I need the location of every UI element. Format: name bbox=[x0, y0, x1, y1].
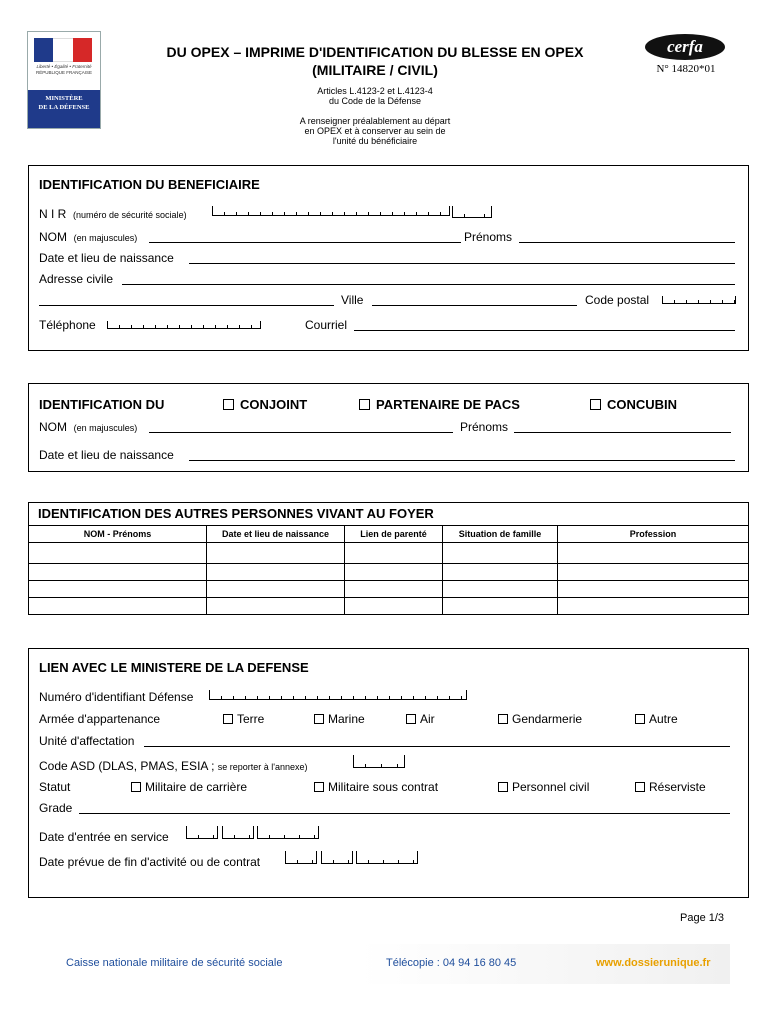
checkbox-icon[interactable] bbox=[359, 399, 370, 410]
col-header: Lien de parenté bbox=[345, 526, 443, 543]
asd-label: Code ASD (DLAS, PMAS, ESIA ; se reporter à l'annexe) bbox=[39, 759, 308, 773]
section-beneficiaire bbox=[28, 165, 749, 351]
adresse-input[interactable] bbox=[122, 284, 735, 285]
table-cell[interactable] bbox=[29, 564, 207, 581]
checkbox-icon[interactable] bbox=[498, 782, 508, 792]
adresse-line2-input[interactable] bbox=[39, 305, 334, 306]
flag-icon bbox=[34, 38, 92, 62]
identifiant-input-boxes[interactable] bbox=[209, 690, 467, 700]
section-title: IDENTIFICATION DU BENEFICIAIRE bbox=[39, 177, 260, 192]
table-cell[interactable] bbox=[29, 581, 207, 598]
section-lien-defense bbox=[28, 648, 749, 898]
table-cell[interactable] bbox=[558, 581, 749, 598]
ministry-banner bbox=[28, 90, 100, 128]
courriel-label: Courriel bbox=[305, 318, 348, 332]
telephone-input-boxes[interactable] bbox=[107, 321, 261, 329]
checkbox-icon[interactable] bbox=[635, 714, 645, 724]
conjoint-checkbox[interactable]: CONJOINT bbox=[223, 397, 307, 412]
footer-fax: Télécopie : 04 94 16 80 45 bbox=[386, 957, 517, 969]
conjoint-naissance-label: Date et lieu de naissance bbox=[39, 448, 174, 462]
prenoms-label: Prénoms bbox=[464, 230, 513, 244]
checkbox-icon[interactable] bbox=[590, 399, 601, 410]
table-cell[interactable] bbox=[443, 564, 558, 581]
armee-marine-checkbox[interactable]: Marine bbox=[314, 712, 365, 726]
conjoint-prenoms-input[interactable] bbox=[514, 432, 731, 433]
foyer-table bbox=[28, 502, 749, 615]
table-row bbox=[29, 543, 749, 564]
fin-activite-label: Date prévue de fin d'activité ou de contrat bbox=[39, 855, 261, 869]
page-number: Page 1/3 bbox=[680, 912, 725, 924]
foyer-title: IDENTIFICATION DES AUTRES PERSONNES VIVANT AU FOYER bbox=[38, 506, 434, 521]
code-postal-input-boxes[interactable] bbox=[662, 296, 736, 304]
statut-civil-checkbox[interactable]: Personnel civil bbox=[498, 780, 589, 794]
foyer-header-row bbox=[29, 526, 749, 543]
table-cell[interactable] bbox=[558, 543, 749, 564]
unite-label: Unité d'affectation bbox=[39, 734, 135, 748]
identifiant-label: Numéro d'identifiant Défense bbox=[39, 690, 194, 704]
logo-republic: RÉPUBLIQUE FRANÇAISE bbox=[35, 70, 92, 75]
col-header: Profession bbox=[558, 526, 749, 543]
ville-input[interactable] bbox=[372, 305, 577, 306]
nom-input[interactable] bbox=[149, 242, 461, 243]
naissance-label: Date et lieu de naissance bbox=[39, 251, 174, 265]
nir-input-boxes[interactable] bbox=[212, 206, 450, 216]
armee-autre-checkbox[interactable]: Autre bbox=[635, 712, 678, 726]
grade-input[interactable] bbox=[79, 813, 730, 814]
armee-air-checkbox[interactable]: Air bbox=[406, 712, 435, 726]
logo-motto: Liberté • Égalité • Fraternité bbox=[36, 64, 92, 69]
table-cell[interactable] bbox=[345, 564, 443, 581]
armee-terre-checkbox[interactable]: Terre bbox=[223, 712, 264, 726]
asd-input-boxes[interactable] bbox=[353, 755, 405, 768]
entree-year-boxes[interactable] bbox=[257, 826, 319, 839]
cerfa-number: N° 14820*01 bbox=[656, 63, 716, 75]
naissance-input[interactable] bbox=[189, 263, 735, 264]
table-cell[interactable] bbox=[345, 598, 443, 615]
section-title: IDENTIFICATION DU bbox=[39, 397, 165, 412]
table-row bbox=[29, 564, 749, 581]
statut-label: Statut bbox=[39, 780, 71, 794]
form-title-line1: DU OPEX – IMPRIME D'IDENTIFICATION DU BLESSE EN OPEX bbox=[166, 44, 584, 60]
cerfa-logo: cerfa bbox=[645, 34, 725, 60]
checkbox-icon[interactable] bbox=[131, 782, 141, 792]
col-header: NOM - Prénoms bbox=[29, 526, 207, 543]
checkbox-icon[interactable] bbox=[498, 714, 508, 724]
entree-day-boxes[interactable] bbox=[186, 826, 218, 839]
col-header: Situation de famille bbox=[443, 526, 558, 543]
armee-gendarmerie-checkbox[interactable]: Gendarmerie bbox=[498, 712, 582, 726]
fin-year-boxes[interactable] bbox=[356, 851, 418, 864]
grade-label: Grade bbox=[39, 801, 73, 815]
conjoint-prenoms-label: Prénoms bbox=[460, 420, 509, 434]
statut-carriere-checkbox[interactable]: Militaire de carrière bbox=[131, 780, 247, 794]
table-cell[interactable] bbox=[29, 598, 207, 615]
nir-label: N I R (numéro de sécurité sociale) bbox=[39, 207, 187, 221]
checkbox-icon[interactable] bbox=[635, 782, 645, 792]
fill-instructions: A renseigner préalablement au départ en OPEX et à conserver au sein de l'unité du bénéficiaire bbox=[299, 116, 451, 146]
fin-month-boxes[interactable] bbox=[321, 851, 353, 864]
table-cell[interactable] bbox=[207, 564, 345, 581]
table-row bbox=[29, 581, 749, 598]
checkbox-icon[interactable] bbox=[314, 714, 324, 724]
table-cell[interactable] bbox=[29, 543, 207, 564]
col-header: Date et lieu de naissance bbox=[207, 526, 345, 543]
fin-day-boxes[interactable] bbox=[285, 851, 317, 864]
footer-url-link[interactable]: www.dossierunique.fr bbox=[596, 957, 711, 969]
nom-label: NOM (en majuscules) bbox=[39, 230, 138, 244]
statut-reserviste-checkbox[interactable]: Réserviste bbox=[635, 780, 706, 794]
entree-month-boxes[interactable] bbox=[222, 826, 254, 839]
conjoint-naissance-input[interactable] bbox=[189, 460, 735, 461]
table-cell[interactable] bbox=[443, 581, 558, 598]
table-cell[interactable] bbox=[207, 581, 345, 598]
pacs-checkbox[interactable]: PARTENAIRE DE PACS bbox=[359, 397, 520, 412]
marianne-logo bbox=[27, 31, 101, 129]
ministry-line2: DE LA DÉFENSE bbox=[38, 104, 90, 111]
nir-key-input-boxes[interactable] bbox=[452, 206, 492, 218]
entree-service-label: Date d'entrée en service bbox=[39, 830, 169, 844]
conjoint-nom-input[interactable] bbox=[149, 432, 453, 433]
table-cell[interactable] bbox=[207, 543, 345, 564]
table-cell[interactable] bbox=[558, 598, 749, 615]
ville-label: Ville bbox=[341, 293, 364, 307]
prenoms-input[interactable] bbox=[519, 242, 735, 243]
conjoint-nom-label: NOM (en majuscules) bbox=[39, 420, 138, 434]
armee-label: Armée d'appartenance bbox=[39, 712, 161, 726]
ministry-line1: MINISTÈRE bbox=[45, 95, 83, 102]
articles-ref: Articles L.4123-2 et L.4123-4 du Code de la Défense bbox=[317, 86, 433, 106]
telephone-label: Téléphone bbox=[39, 318, 96, 332]
table-row bbox=[29, 598, 749, 615]
adresse-label: Adresse civile bbox=[39, 272, 114, 286]
section-conjoint bbox=[28, 383, 749, 472]
form-title-line2: (MILITAIRE / CIVIL) bbox=[312, 62, 438, 78]
footer-org: Caisse nationale militaire de sécurité sociale bbox=[66, 957, 283, 969]
courriel-input[interactable] bbox=[354, 330, 735, 331]
table-cell[interactable] bbox=[443, 543, 558, 564]
table-cell[interactable] bbox=[558, 564, 749, 581]
checkbox-icon[interactable] bbox=[314, 782, 324, 792]
table-cell[interactable] bbox=[207, 598, 345, 615]
checkbox-icon[interactable] bbox=[223, 714, 233, 724]
concubin-checkbox[interactable]: CONCUBIN bbox=[590, 397, 677, 412]
unite-input[interactable] bbox=[144, 746, 730, 747]
table-cell[interactable] bbox=[345, 543, 443, 564]
table-cell[interactable] bbox=[345, 581, 443, 598]
checkbox-icon[interactable] bbox=[406, 714, 416, 724]
code-postal-label: Code postal bbox=[585, 293, 650, 307]
table-cell[interactable] bbox=[443, 598, 558, 615]
checkbox-icon[interactable] bbox=[223, 399, 234, 410]
section-title: LIEN AVEC LE MINISTERE DE LA DEFENSE bbox=[39, 660, 309, 675]
statut-contrat-checkbox[interactable]: Militaire sous contrat bbox=[314, 780, 438, 794]
